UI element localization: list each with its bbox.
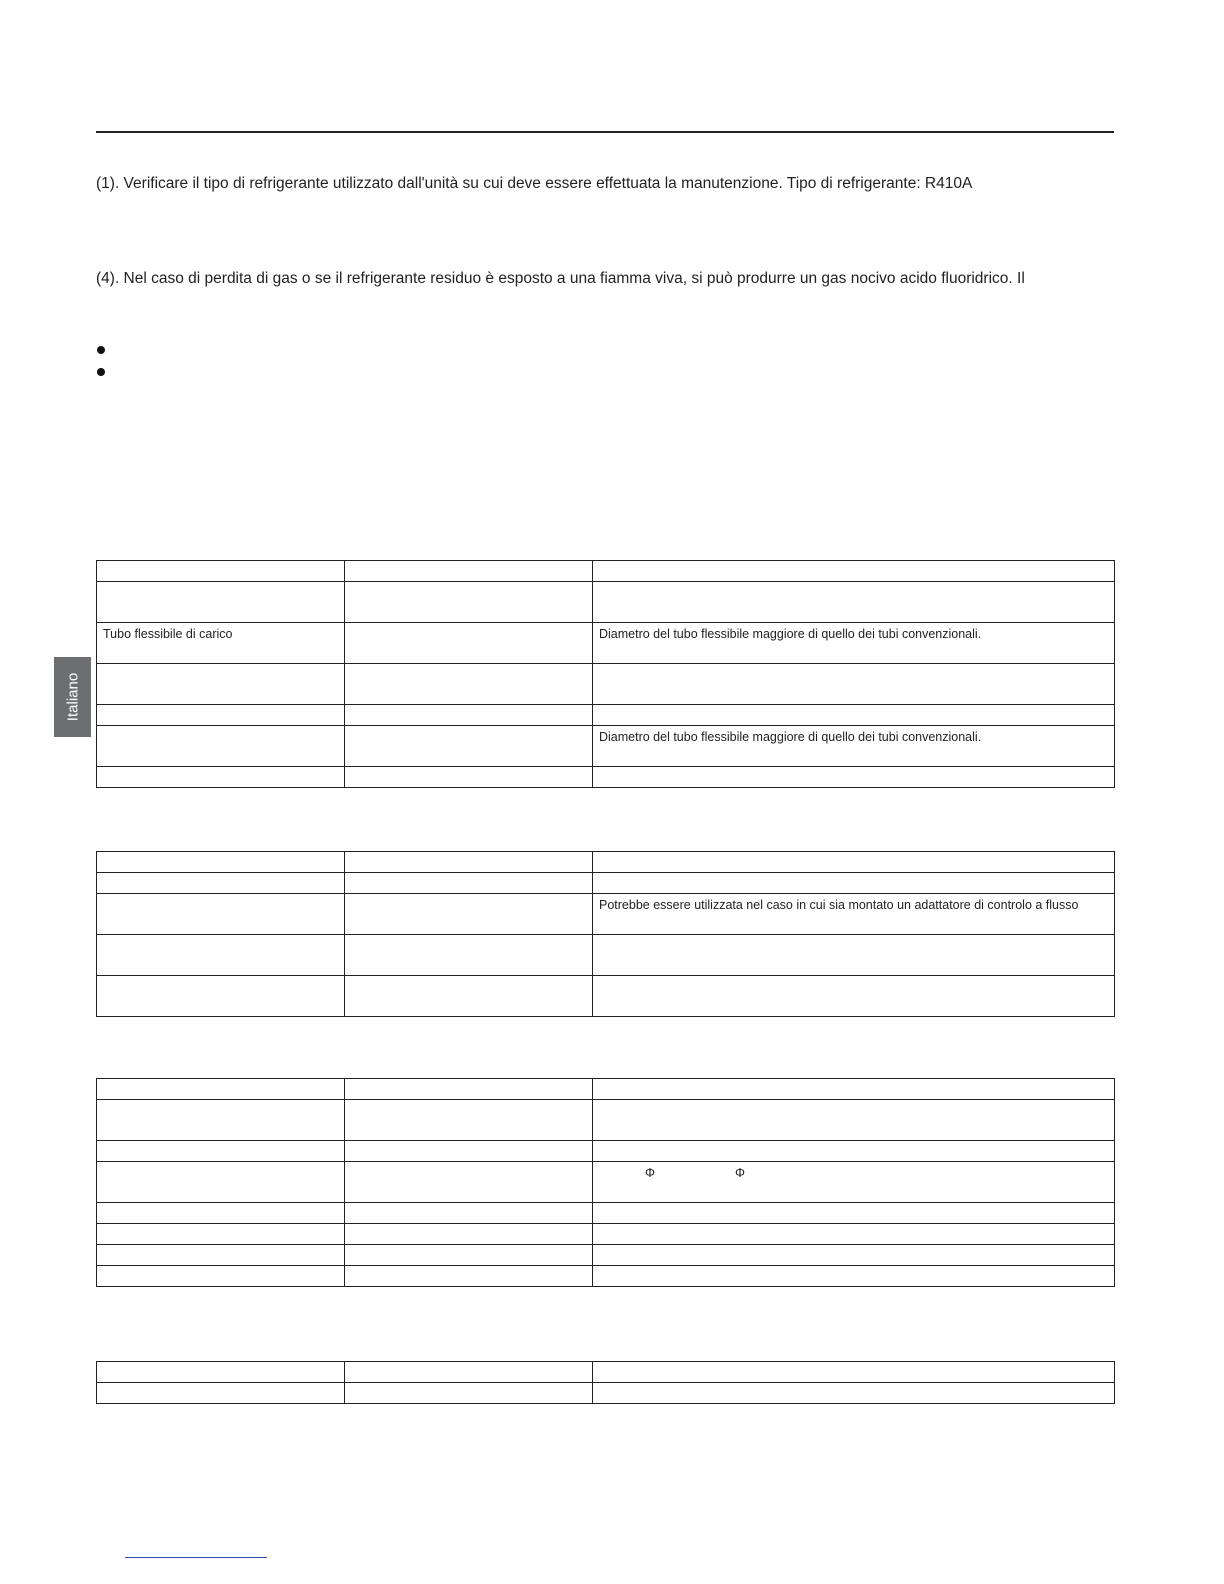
table-row bbox=[97, 623, 1115, 664]
table-cell bbox=[593, 1162, 1115, 1203]
table-row bbox=[97, 1203, 1115, 1224]
bullet-point bbox=[97, 346, 105, 354]
footer-link-underline bbox=[125, 1557, 267, 1558]
diameter-symbol: Φ bbox=[734, 1166, 745, 1180]
tools-table-2 bbox=[96, 851, 1115, 1017]
table-row bbox=[97, 1100, 1115, 1141]
table-row bbox=[97, 1079, 1115, 1100]
paragraph-refrigerant-type: (1). Verificare il tipo di refrigerante utilizzato dall'unità su cui deve essere effettuata la manutenzione. Tipo di refrigerante: R410A bbox=[96, 175, 973, 192]
table-cell: Potrebbe essere utilizzata nel caso in cui sia montato un adattatore di controlo a flusso bbox=[593, 894, 1115, 935]
table-row bbox=[97, 767, 1115, 788]
table-row bbox=[97, 726, 1115, 767]
table-row bbox=[97, 705, 1115, 726]
header-rule bbox=[96, 131, 1114, 133]
table-row bbox=[97, 1162, 1115, 1203]
table-row bbox=[97, 1245, 1115, 1266]
table-row bbox=[97, 664, 1115, 705]
table-row bbox=[97, 561, 1115, 582]
tools-table-3 bbox=[96, 1078, 1115, 1287]
diameter-symbol: Φ bbox=[645, 1166, 655, 1180]
table-cell: Diametro del tubo flessibile maggiore di quello dei tubi convenzionali. bbox=[593, 623, 1115, 664]
table-row bbox=[97, 873, 1115, 894]
table-row bbox=[97, 1224, 1115, 1245]
table-row bbox=[97, 1266, 1115, 1287]
table-row bbox=[97, 582, 1115, 623]
table-row bbox=[97, 935, 1115, 976]
table-row bbox=[97, 894, 1115, 935]
paragraph-gas-leak-warning: (4). Nel caso di perdita di gas o se il refrigerante residuo è esposto a una fiamma viva, si può produrre un gas nocivo acido fluoridrico. Il bbox=[96, 270, 1025, 287]
tools-table-1 bbox=[96, 560, 1115, 788]
table-row bbox=[97, 1141, 1115, 1162]
bullet-point bbox=[97, 368, 105, 376]
table-cell: Tubo flessibile di carico bbox=[97, 623, 345, 664]
table-row bbox=[97, 1362, 1115, 1383]
table-row bbox=[97, 976, 1115, 1017]
tools-table-4 bbox=[96, 1361, 1115, 1404]
table-cell: Diametro del tubo flessibile maggiore di quello dei tubi convenzionali. bbox=[593, 726, 1115, 767]
language-side-tab-label: Italiano bbox=[64, 672, 81, 722]
table-row bbox=[97, 1383, 1115, 1404]
language-side-tab[interactable] bbox=[54, 657, 91, 737]
table-row bbox=[97, 852, 1115, 873]
